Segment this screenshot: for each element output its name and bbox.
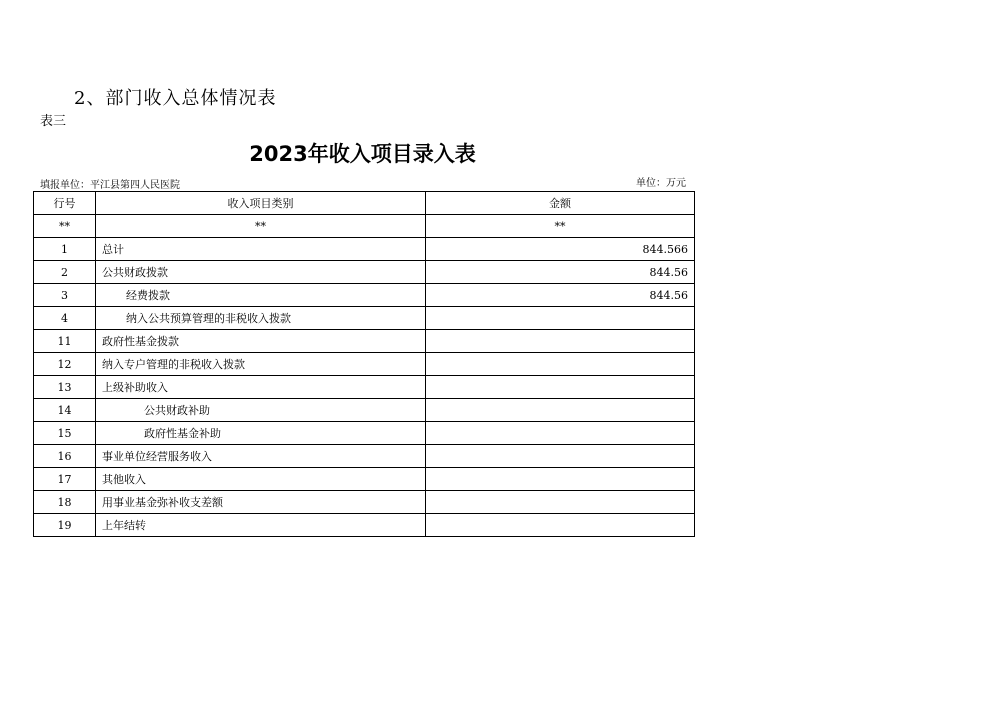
table-header-row (34, 192, 695, 215)
category-cell (96, 445, 426, 468)
amount-cell (426, 353, 695, 376)
category-label: 上年结转 (102, 519, 146, 532)
table-row (34, 491, 695, 514)
amount-cell (426, 284, 695, 307)
category-label: 其他收入 (102, 473, 146, 486)
category-cell (96, 399, 426, 422)
table-row (34, 376, 695, 399)
marker-cell-amount: ** (426, 215, 695, 238)
marker-cell-category: ** (96, 215, 426, 238)
table-row (34, 399, 695, 422)
category-label: 总计 (102, 243, 124, 256)
category-label: 公共财政补助 (144, 404, 210, 417)
amount-cell (426, 491, 695, 514)
category-cell (96, 261, 426, 284)
row-number-cell: 2 (34, 261, 96, 284)
category-label: 政府性基金补助 (144, 427, 221, 440)
amount-value: 844.566 (642, 242, 688, 256)
row-number-cell: 16 (34, 445, 96, 468)
category-cell (96, 376, 426, 399)
row-number-cell: 12 (34, 353, 96, 376)
table-row (34, 422, 695, 445)
amount-cell (426, 399, 695, 422)
category-cell (96, 514, 426, 537)
column-header-amount: 金额 (426, 192, 695, 215)
category-label: 用事业基金弥补收支差额 (102, 496, 223, 509)
row-number-cell: 1 (34, 238, 96, 261)
amount-cell (426, 376, 695, 399)
row-number-cell: 19 (34, 514, 96, 537)
table-number-label: 表三 (40, 114, 67, 129)
row-number-cell: 4 (34, 307, 96, 330)
amount-cell (426, 468, 695, 491)
category-label: 政府性基金拨款 (102, 335, 179, 348)
row-number-cell: 18 (34, 491, 96, 514)
amount-cell (426, 445, 695, 468)
category-cell (96, 238, 426, 261)
table-row (34, 353, 695, 376)
reporting-unit: 填报单位：平江县第四人民医院 (40, 180, 180, 191)
row-number-cell: 13 (34, 376, 96, 399)
currency-unit: 单位：万元 (636, 178, 686, 189)
category-label: 上级补助收入 (102, 381, 168, 394)
table-row (34, 514, 695, 537)
table-row (34, 468, 695, 491)
amount-cell (426, 422, 695, 445)
column-header-category: 收入项目类别 (96, 192, 426, 215)
amount-cell (426, 307, 695, 330)
category-cell (96, 491, 426, 514)
category-cell (96, 330, 426, 353)
category-label: 公共财政拨款 (102, 266, 168, 279)
category-cell (96, 422, 426, 445)
amount-cell (426, 330, 695, 353)
row-number-cell: 3 (34, 284, 96, 307)
amount-value: 844.56 (649, 265, 688, 279)
marker-row (34, 215, 695, 238)
category-cell (96, 307, 426, 330)
row-number-cell: 15 (34, 422, 96, 445)
table-row (34, 261, 695, 284)
category-cell (96, 353, 426, 376)
amount-cell (426, 238, 695, 261)
table-row (34, 445, 695, 468)
category-label: 事业单位经营服务收入 (102, 450, 212, 463)
column-header-no: 行号 (34, 192, 96, 215)
table-row (34, 330, 695, 353)
category-label: 纳入专户管理的非税收入拨款 (102, 358, 245, 371)
category-label: 纳入公共预算管理的非税收入拨款 (126, 312, 291, 325)
amount-value: 844.56 (649, 288, 688, 302)
category-cell (96, 284, 426, 307)
row-number-cell: 17 (34, 468, 96, 491)
table-row (34, 307, 695, 330)
amount-cell (426, 514, 695, 537)
row-number-cell: 11 (34, 330, 96, 353)
category-label: 经费拨款 (126, 289, 170, 302)
section-heading: 2、部门收入总体情况表 (74, 88, 277, 109)
page-title: 2023年收入项目录入表 (249, 142, 476, 166)
category-cell (96, 468, 426, 491)
amount-cell (426, 261, 695, 284)
income-table (33, 191, 695, 537)
row-number-cell: 14 (34, 399, 96, 422)
marker-cell-no: ** (34, 215, 96, 238)
table-row (34, 238, 695, 261)
table-row (34, 284, 695, 307)
